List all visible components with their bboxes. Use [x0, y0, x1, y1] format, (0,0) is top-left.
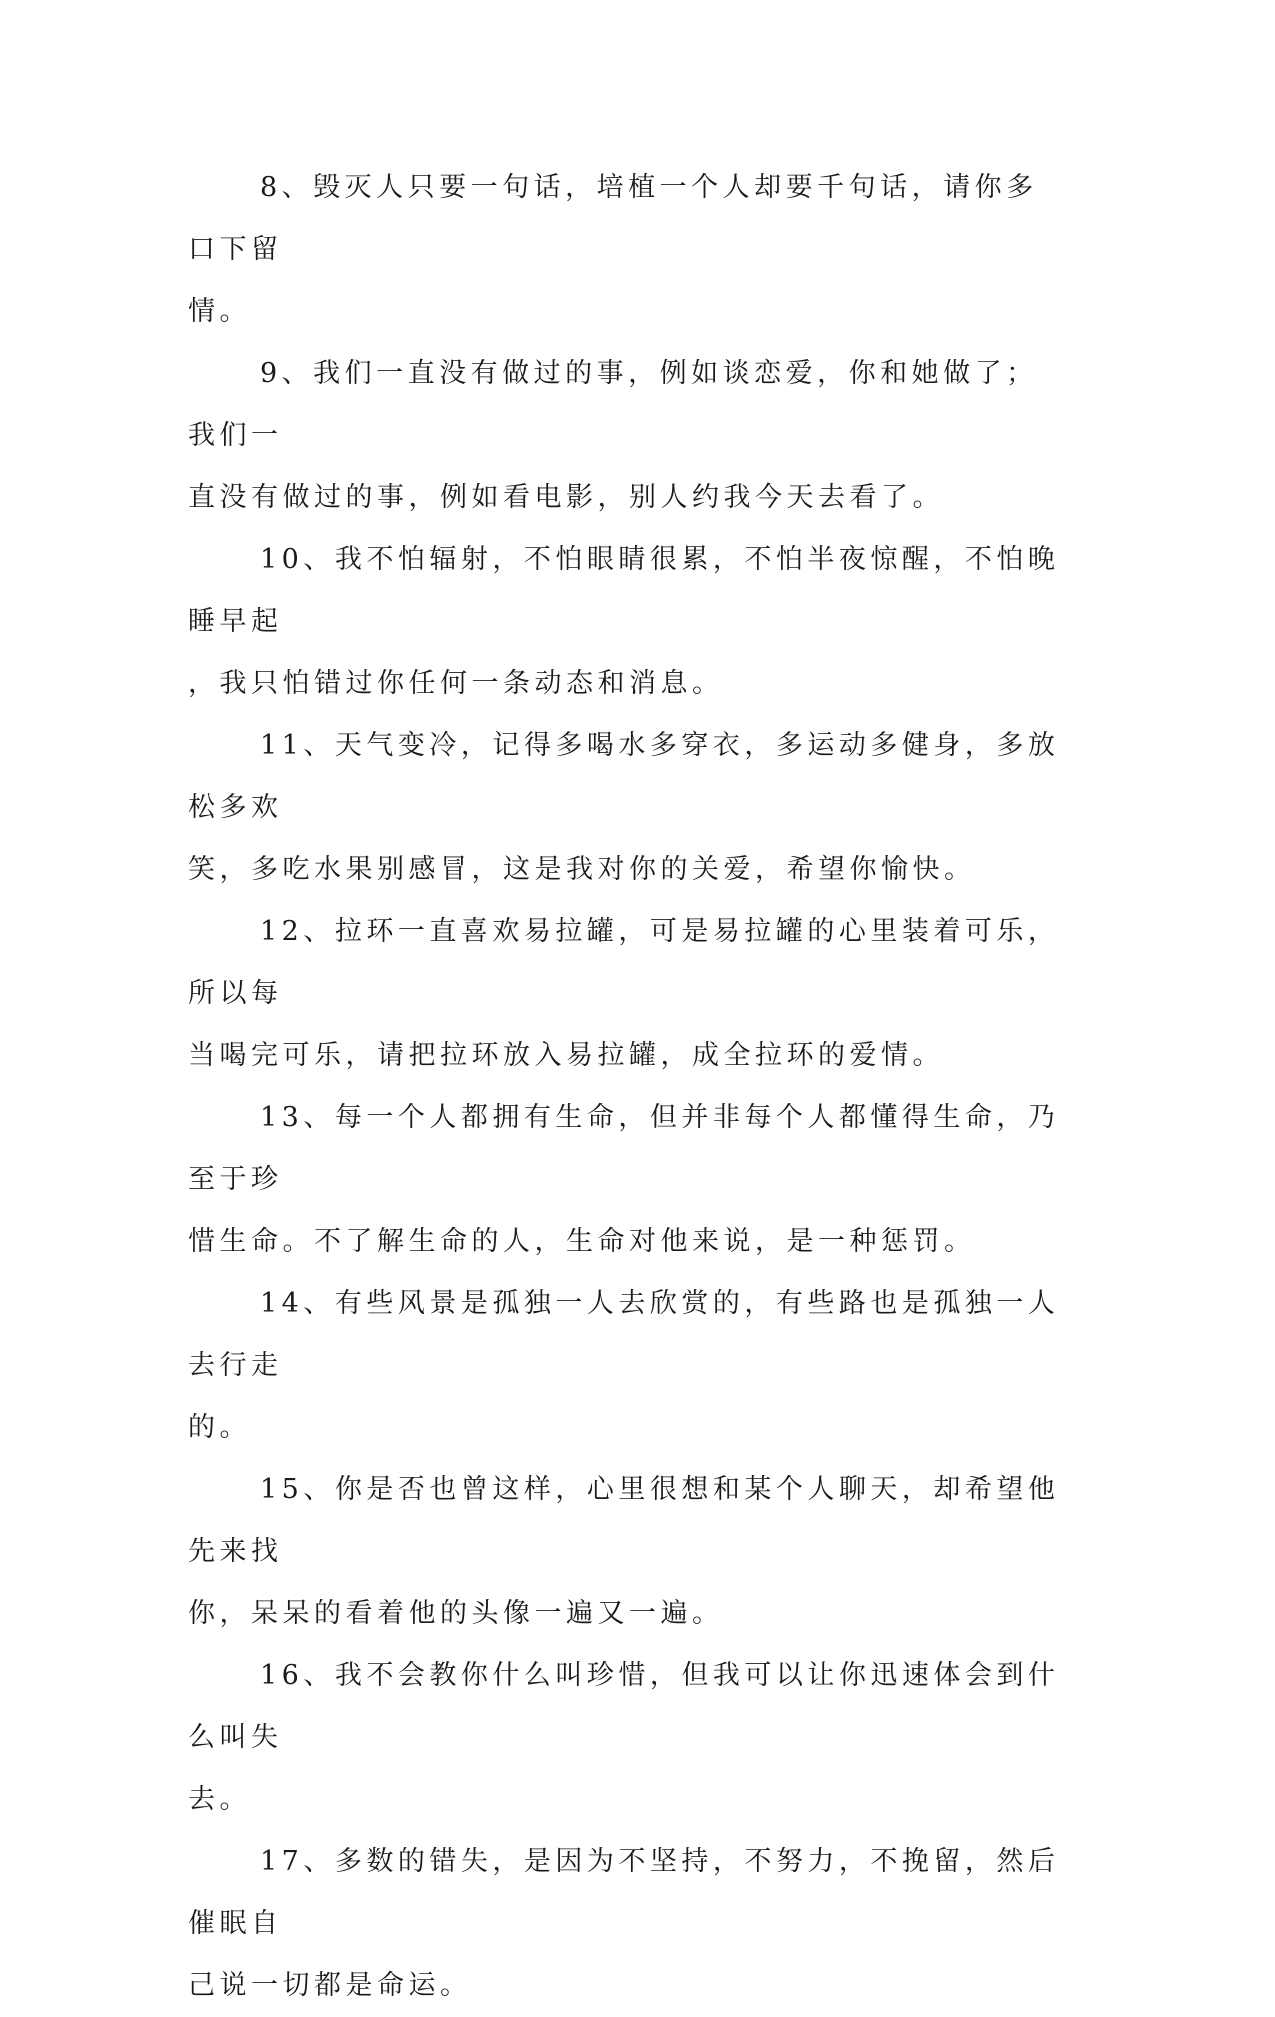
paragraph-line: 己说一切都是命运。 [188, 1970, 472, 2001]
paragraph-line: 16、我不会教你什么叫珍惜，但我可以让你迅速体会到什么叫失 [188, 1660, 1060, 1753]
paragraph-line: 的。 [188, 1412, 251, 1443]
paragraph-8 [188, 157, 1068, 343]
paragraph-9 [188, 343, 1068, 529]
paragraph-line: 12、拉环一直喜欢易拉罐，可是易拉罐的心里装着可乐，所以每 [188, 916, 1060, 1009]
paragraph-line: 13、每一个人都拥有生命，但并非每个人都懂得生命，乃至于珍 [188, 1102, 1060, 1195]
paragraph-line: 惜生命。不了解生命的人，生命对他来说，是一种惩罚。 [188, 1226, 976, 1257]
paragraph-14 [188, 1273, 1068, 1459]
paragraph-15 [188, 1459, 1068, 1645]
paragraph-line: 15、你是否也曾这样，心里很想和某个人聊天，却希望他先来找 [188, 1474, 1060, 1567]
paragraph-line: 10、我不怕辐射，不怕眼睛很累，不怕半夜惊醒，不怕晚睡早起 [188, 544, 1060, 637]
paragraph-line: ，我只怕错过你任何一条动态和消息。 [188, 668, 724, 699]
paragraph-12 [188, 901, 1068, 1087]
document-body [188, 157, 1068, 2017]
paragraph-10 [188, 529, 1068, 715]
paragraph-line: 当喝完可乐，请把拉环放入易拉罐，成全拉环的爱情。 [188, 1040, 944, 1071]
paragraph-17 [188, 1831, 1068, 2017]
paragraph-line: 11、天气变冷，记得多喝水多穿衣，多运动多健身，多放松多欢 [188, 730, 1060, 823]
paragraph-line: 你，呆呆的看着他的头像一遍又一遍。 [188, 1598, 724, 1629]
paragraph-line: 9、我们一直没有做过的事，例如谈恋爱，你和她做了；我们一 [188, 358, 1038, 451]
paragraph-line: 8、毁灭人只要一句话，培植一个人却要千句话，请你多口下留 [188, 172, 1038, 265]
paragraph-line: 去。 [188, 1784, 251, 1815]
paragraph-line: 情。 [188, 296, 251, 327]
paragraph-line: 笑，多吃水果别感冒，这是我对你的关爱，希望你愉快。 [188, 854, 976, 885]
paragraph-line: 17、多数的错失，是因为不坚持，不努力，不挽留，然后催眠自 [188, 1846, 1060, 1939]
paragraph-line: 直没有做过的事，例如看电影，别人约我今天去看了。 [188, 482, 944, 513]
paragraph-16 [188, 1645, 1068, 1831]
paragraph-line: 14、有些风景是孤独一人去欣赏的，有些路也是孤独一人去行走 [188, 1288, 1060, 1381]
paragraph-11 [188, 715, 1068, 901]
paragraph-13 [188, 1087, 1068, 1273]
